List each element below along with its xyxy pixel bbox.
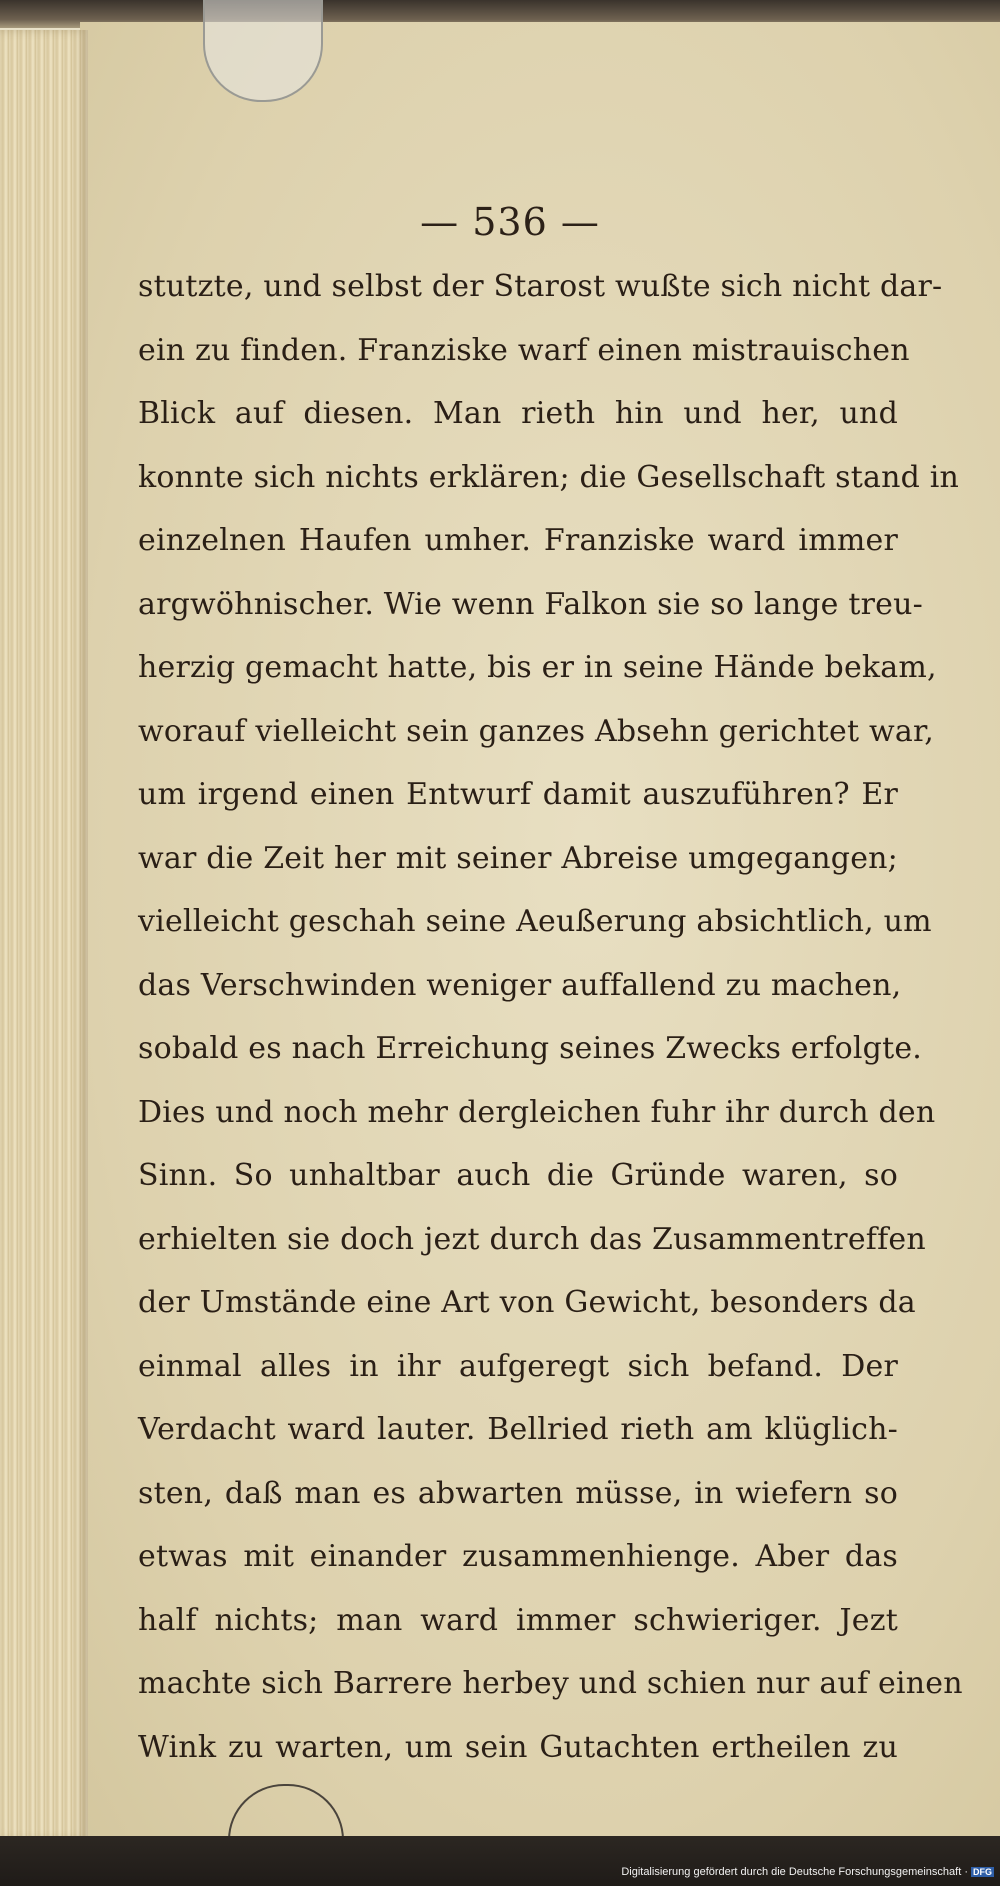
text-line: einzelnen Haufen umher. Franziske ward immer [138, 523, 898, 558]
text-line: konnte sich nichts erklären; die Gesellschaft stand in [138, 459, 960, 495]
body-text [138, 255, 963, 1779]
text-line: war die Zeit her mit seiner Abreise umgegangen; [138, 840, 898, 876]
text-line: Wink zu warten, um sein Gutachten ertheilen zu [138, 1729, 898, 1765]
text-line: ein zu finden. Franziske warf einen mistrauischen [138, 332, 910, 368]
text-line: argwöhnischer. Wie wenn Falkon sie so lange treu- [138, 586, 923, 622]
text-line: half nichts; man ward immer schwieriger. Jezt [138, 1602, 898, 1638]
footer-text: Digitalisierung gefördert durch die Deutsche Forschungsgemeinschaft · [621, 1866, 968, 1878]
text-line: stutzte, und selbst der Starost wußte sich nicht dar- [138, 269, 943, 304]
text-line: Dies und noch mehr dergleichen fuhr ihr durch den [138, 1094, 936, 1130]
text-line: Verdacht ward lauter. Bellried rieth am klüglich- [138, 1412, 898, 1447]
text-line: erhielten sie doch jezt durch das Zusammentreffen [138, 1221, 926, 1257]
text-line: etwas mit einander zusammenhienge. Aber das [138, 1539, 898, 1574]
digitization-footer [621, 1866, 994, 1878]
text-line: machte sich Barrere herbey und schien nur auf einen [138, 1666, 963, 1701]
text-line: herzig gemacht hatte, bis er in seine Hände bekam, [138, 650, 937, 685]
dfg-logo: DFG [973, 1867, 992, 1877]
text-line: worauf vielleicht sein ganzes Absehn gerichtet war, [138, 713, 934, 749]
text-line: einmal alles in ihr aufgeregt sich befand. Der [138, 1348, 898, 1384]
text-line: vielleicht geschah seine Aeußerung absichtlich, um [138, 904, 932, 939]
text-line: um irgend einen Entwurf damit auszuführen? Er [138, 777, 898, 812]
text-line: das Verschwinden weniger auffallend zu machen, [138, 967, 902, 1003]
text-line: sten, daß man es abwarten müsse, in wiefern so [138, 1475, 898, 1511]
text-line: der Umstände eine Art von Gewicht, besonders da [138, 1285, 916, 1320]
page-stack-edge [0, 30, 88, 1840]
text-line: Blick auf diesen. Man rieth hin und her, und [138, 396, 898, 431]
page-number: — 536 — [420, 200, 600, 244]
bottom-shadow-band [0, 1836, 1000, 1886]
text-line: sobald es nach Erreichung seines Zwecks erfolgte. [138, 1031, 923, 1066]
text-line: Sinn. So unhaltbar auch die Gründe waren, so [138, 1158, 898, 1193]
